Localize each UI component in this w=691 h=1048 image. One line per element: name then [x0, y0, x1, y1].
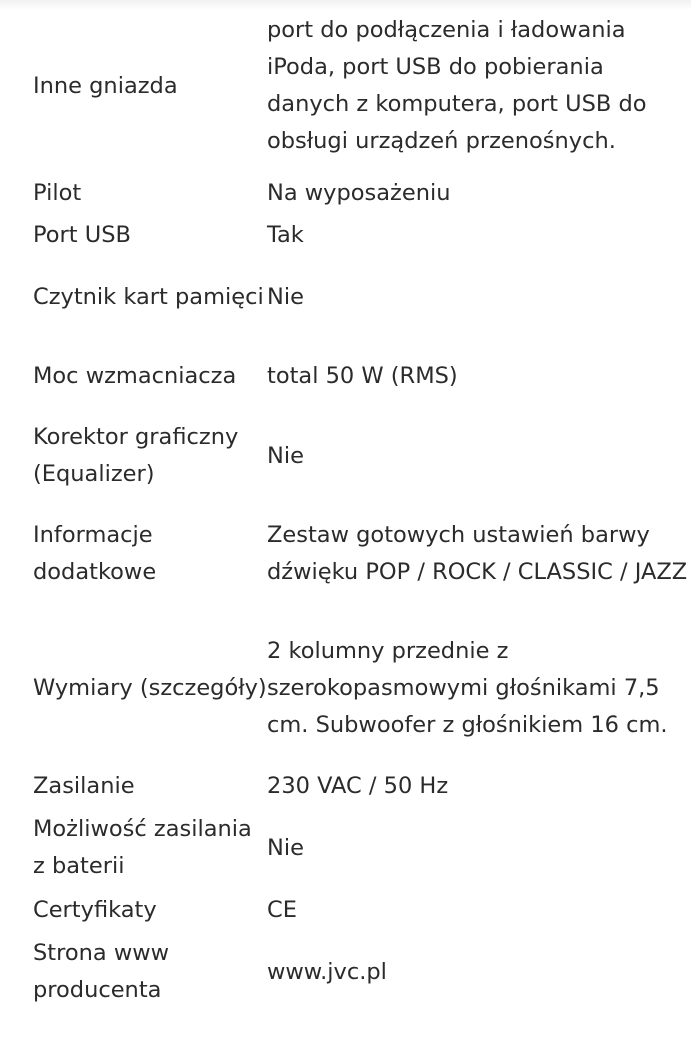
spec-row-pilot: [0, 172, 691, 214]
spec-value: port do podłączenia i ładowania iPoda, port USB do pobierania danych z komputera, port USB do obsługi urządzeń przenośnych.: [267, 17, 647, 154]
spec-value: 230 VAC / 50 Hz: [267, 772, 449, 799]
spec-label: Certyfikaty: [33, 896, 157, 923]
spec-label: Port USB: [33, 222, 131, 248]
spec-value: www.jvc.pl: [267, 958, 387, 985]
spec-row-moc-wzmacniacza: [0, 337, 691, 416]
spec-row-wymiary: [0, 612, 691, 764]
spec-value: CE: [267, 896, 297, 923]
spec-value: Nie: [267, 834, 304, 861]
spec-row-czytnik-kart: [0, 257, 691, 337]
spec-label: Informacje dodatkowe: [33, 522, 157, 585]
spec-label: Moc wzmacniacza: [33, 363, 237, 389]
spec-label: Korektor graficzny (Equalizer): [33, 424, 239, 487]
spec-row-certyfikaty: [0, 888, 691, 932]
spec-value: Zestaw gotowych ustawień barwy dźwięku POP / ROCK / CLASSIC / JAZZ: [267, 522, 688, 585]
spec-label: Strona www producenta: [33, 940, 170, 1003]
spec-value: 2 kolumny przednie z szerokopasmowymi głośnikami 7,5 cm. Subwoofer z głośnikiem 16 cm.: [267, 637, 668, 738]
spec-row-inne-gniazda: [0, 0, 691, 172]
spec-row-zasilanie-z-baterii: [0, 808, 691, 888]
spec-row-korektor: [0, 416, 691, 496]
spec-label: Możliwość zasilania z baterii: [33, 816, 252, 879]
spec-value: total 50 W (RMS): [267, 363, 458, 389]
spec-value: Tak: [267, 222, 304, 248]
spec-label: Inne gniazda: [33, 72, 178, 99]
spec-row-port-usb: [0, 214, 691, 257]
spec-row-strona-www: [0, 932, 691, 1012]
spec-value: Nie: [267, 283, 304, 310]
spec-label: Pilot: [33, 179, 82, 206]
spec-row-informacje-dodatkowe: [0, 496, 691, 612]
spec-label: Wymiary (szczegóły): [33, 674, 267, 701]
spec-value: Nie: [267, 442, 304, 469]
spec-label: Czytnik kart pamięci: [33, 283, 264, 310]
spec-label: Zasilanie: [33, 772, 135, 799]
spec-row-zasilanie: [0, 764, 691, 808]
spec-value: Na wyposażeniu: [267, 179, 451, 206]
